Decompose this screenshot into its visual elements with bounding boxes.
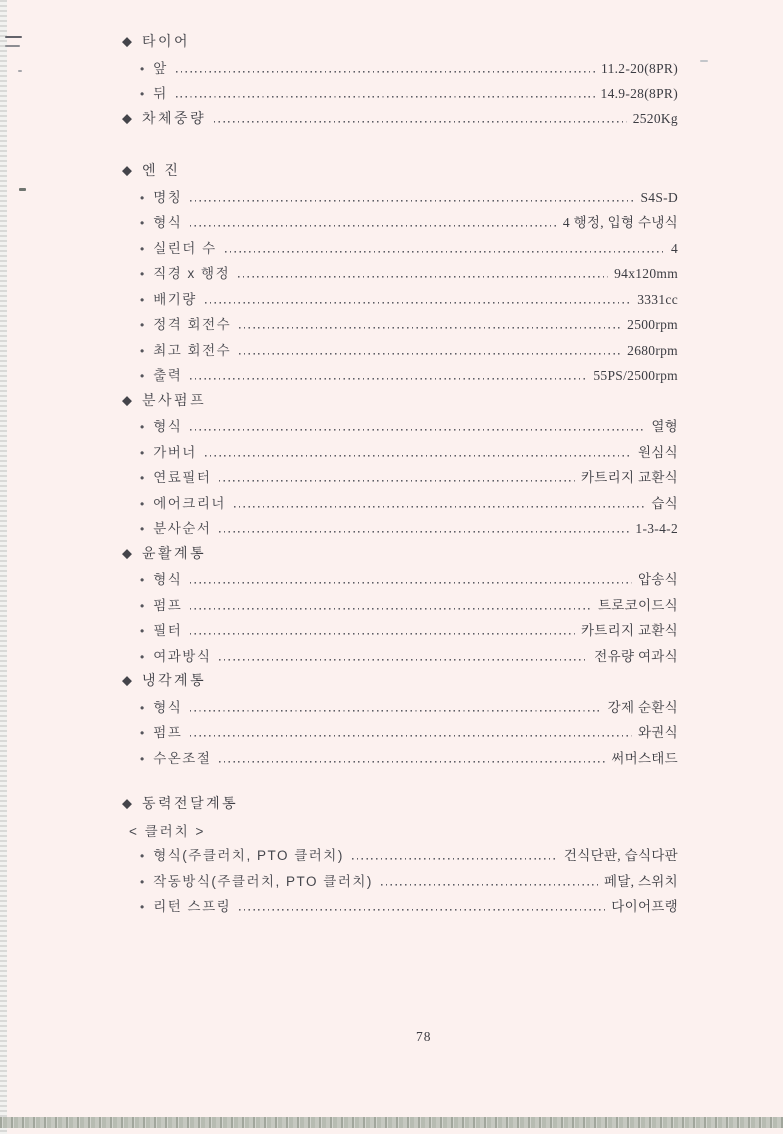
spec-value: 원심식 (637, 444, 678, 460)
spec-label: 형식 (153, 215, 183, 230)
spec-label: 연료필터 (153, 470, 212, 485)
spec-section (122, 543, 678, 671)
spec-label: 정격 회전수 (153, 317, 232, 332)
spec-row (122, 441, 678, 467)
dotted-leader (239, 320, 621, 329)
bullet-icon: • (140, 751, 145, 766)
section-title: 타이어 (142, 33, 191, 49)
spec-content (122, 31, 678, 921)
dotted-leader (190, 703, 601, 712)
spec-value: 2500rpm (627, 317, 678, 332)
section-title: 윤활계통 (142, 544, 207, 561)
spec-row (122, 696, 678, 722)
bullet-icon: • (140, 369, 145, 383)
spec-row (122, 594, 678, 620)
dotted-leader (381, 877, 598, 886)
diamond-icon: ◆ (122, 33, 132, 49)
dotted-leader (190, 626, 575, 635)
spec-row (122, 619, 678, 645)
bullet-icon: • (140, 420, 145, 434)
bullet-icon: • (140, 573, 145, 587)
spec-row (122, 747, 678, 773)
spec-value: 4 행정, 입형 수냉식 (562, 215, 678, 230)
spec-row (122, 211, 678, 237)
spec-label: 명칭 (153, 189, 183, 205)
bullet-icon: • (140, 267, 145, 281)
dotted-leader (219, 652, 588, 661)
diamond-icon: ◆ (122, 162, 132, 178)
dotted-leader (190, 193, 634, 202)
spec-row (122, 57, 678, 83)
dotted-leader (190, 371, 587, 380)
spec-value: 써머스태드 (611, 750, 678, 766)
spec-label: 형식 (153, 699, 183, 715)
spec-label: 최고 회전수 (153, 342, 232, 358)
scan-edge-left-artifact (0, 0, 7, 1134)
spec-value: 건식단판, 습식다판 (563, 848, 678, 863)
spec-section (122, 390, 678, 543)
section-title: 냉각계통 (142, 672, 207, 688)
spec-label: 실린더 수 (153, 240, 217, 256)
section-header (122, 31, 678, 57)
spec-section (122, 31, 678, 108)
spec-value: 와권식 (637, 725, 678, 740)
section-title: 엔 진 (142, 162, 181, 178)
scan-mark-artifact (700, 60, 708, 62)
spec-label: 직경 x 행정 (153, 266, 231, 281)
bullet-icon: • (140, 700, 145, 715)
spec-row (122, 492, 678, 518)
spec-value: 카트리지 교환식 (580, 470, 678, 485)
spec-label: 에어크리너 (153, 495, 226, 511)
scan-edge-bottom-artifact (0, 1117, 783, 1128)
diamond-icon: ◆ (122, 110, 132, 125)
section-header (122, 793, 678, 819)
spec-value: 압송식 (637, 572, 678, 587)
bullet-icon: • (140, 598, 145, 613)
dotted-leader (205, 295, 631, 304)
spec-value: 카트리지 교환식 (580, 623, 678, 638)
scan-mark-artifact (19, 188, 26, 191)
spec-label: 뒤 (153, 86, 168, 101)
spec-value: 1-3-4-2 (635, 521, 678, 536)
spec-value: 11.2-20(8PR) (601, 60, 678, 76)
bullet-icon: • (140, 216, 145, 230)
dotted-leader (176, 64, 595, 73)
spec-label: 형식(주클러치, PTO 클러치) (153, 848, 344, 863)
bullet-icon: • (140, 61, 145, 76)
spec-value: S4S-D (640, 189, 678, 205)
dotted-leader (205, 448, 632, 457)
dotted-leader (239, 902, 605, 911)
bullet-icon: • (140, 496, 145, 511)
dotted-leader (190, 601, 592, 610)
dotted-leader (214, 114, 627, 123)
bullet-icon: • (140, 471, 145, 485)
bullet-icon: • (140, 624, 145, 638)
dotted-leader (238, 269, 608, 278)
dotted-leader (239, 346, 621, 355)
section-header (122, 670, 678, 696)
spec-label: 배기량 (153, 291, 197, 307)
spec-row (122, 568, 678, 594)
diamond-icon: ◆ (122, 795, 132, 811)
section-subtitle: < 클러치 > (129, 823, 206, 839)
diamond-icon: ◆ (122, 392, 132, 407)
scan-mark-artifact (18, 70, 22, 72)
dotted-leader (176, 89, 595, 98)
bullet-icon: • (140, 522, 145, 536)
spec-value: 2680rpm (627, 342, 678, 358)
dotted-leader (234, 499, 645, 508)
bullet-icon: • (140, 900, 145, 914)
page-number: 78 (416, 1029, 432, 1044)
spec-value: 페달, 스위치 (603, 873, 678, 889)
diamond-icon: ◆ (122, 672, 132, 688)
section-header (122, 160, 678, 186)
spec-row (122, 339, 678, 365)
spec-value: 55PS/2500rpm (593, 368, 678, 383)
bullet-icon: • (140, 87, 145, 101)
spec-row (122, 237, 678, 263)
spec-row (122, 186, 678, 212)
spec-row (122, 82, 678, 108)
spec-value: 습식 (651, 495, 678, 511)
spec-section (122, 160, 678, 390)
spec-label: 형식 (153, 572, 183, 587)
spec-value: 14.9-28(8PR) (600, 86, 678, 101)
spec-row (122, 844, 678, 870)
dotted-leader (190, 728, 632, 737)
dotted-leader (219, 473, 575, 482)
spec-value: 전유량 여과식 (594, 648, 678, 664)
bullet-icon: • (140, 649, 145, 664)
bullet-icon: • (140, 318, 145, 332)
spec-label: 펌프 (153, 725, 183, 740)
spec-label: 필터 (153, 623, 183, 638)
bullet-icon: • (140, 343, 145, 358)
spec-value: 다이어프랭 (611, 899, 678, 914)
section-title: 차체중량 (142, 109, 207, 126)
spec-row (122, 721, 678, 747)
spec-value: 2520Kg (632, 110, 678, 126)
spec-value: 트로코이드식 (597, 597, 678, 613)
spec-value: 4 (670, 240, 678, 256)
dotted-leader (225, 244, 665, 253)
spec-value: 열형 (651, 419, 678, 434)
dotted-leader (190, 575, 632, 584)
spec-row (122, 415, 678, 441)
spec-label: 수온조절 (153, 750, 212, 766)
dotted-leader (219, 524, 629, 533)
dotted-leader (190, 218, 557, 227)
diamond-icon: ◆ (122, 545, 132, 560)
scan-mark-artifact (5, 45, 20, 47)
spec-row (122, 288, 678, 314)
dotted-leader (352, 851, 558, 860)
spec-row (122, 895, 678, 921)
section-header (122, 108, 678, 134)
spec-label: 형식 (153, 419, 183, 434)
scan-mark-artifact (5, 36, 22, 38)
bullet-icon: • (140, 190, 145, 205)
spec-label: 가버너 (153, 444, 197, 460)
dotted-leader (219, 754, 605, 763)
spec-row (122, 262, 678, 288)
spec-label: 앞 (153, 60, 168, 76)
section-title: 분사펌프 (142, 391, 207, 408)
bullet-icon: • (140, 874, 145, 889)
spec-row (122, 313, 678, 339)
spec-label: 분사순서 (153, 521, 212, 536)
dotted-leader (190, 422, 645, 431)
spec-label: 출력 (153, 368, 183, 383)
spec-value: 강제 순환식 (607, 699, 678, 715)
spec-row (122, 645, 678, 671)
bullet-icon: • (140, 445, 145, 460)
spec-label: 펌프 (153, 597, 183, 613)
section-header (122, 543, 678, 569)
spec-row (122, 517, 678, 543)
section-header (122, 390, 678, 416)
bullet-icon: • (140, 726, 145, 740)
bullet-icon: • (140, 241, 145, 256)
bullet-icon: • (140, 292, 145, 307)
spec-row (122, 364, 678, 390)
spec-value: 94x120mm (614, 266, 678, 281)
spec-section (122, 793, 678, 921)
spec-section (122, 108, 678, 134)
spec-section (122, 670, 678, 772)
spec-label: 여과방식 (153, 648, 212, 664)
bullet-icon: • (140, 849, 145, 863)
spec-row (122, 870, 678, 896)
spec-label: 리턴 스프링 (153, 899, 232, 914)
spec-label: 작동방식(주클러치, PTO 클러치) (153, 873, 373, 889)
spec-row (122, 466, 678, 492)
section-title: 동력전달계통 (142, 795, 239, 811)
spec-value: 3331cc (637, 291, 678, 307)
